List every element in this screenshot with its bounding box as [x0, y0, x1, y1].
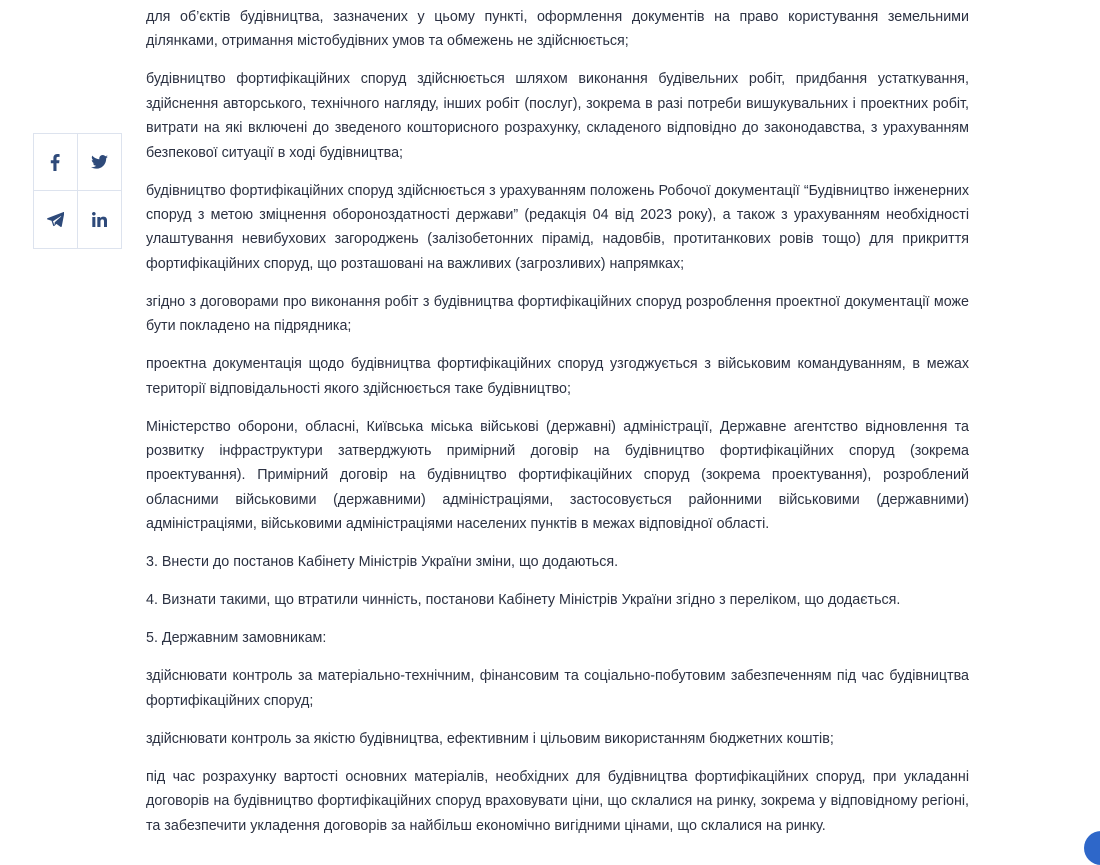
- facebook-icon: [50, 154, 60, 171]
- paragraph: для об’єктів будівництва, зазначених у цьому пункті, оформлення документів на право користування земельними ділянками, отримання містобудівних умов та обмежень не здійснюється;: [146, 9, 969, 50]
- share-panel: [33, 133, 122, 249]
- paragraph: 5. Державним замовникам:: [146, 630, 327, 647]
- paragraph: здійснювати контроль за матеріально-технічним, фінансовим та соціально-побутовим забезпеченням під час будівництва фортифікаційних споруд;: [146, 668, 969, 709]
- paragraph: Міністерство оборони, обласні, Київська міська військові (державні) адміністрації, Державне агентство відновлення та розвитку інфраструктури затверджують примірний договір на будівництво фортифікаційних споруд (зокрема проектування). Примірний договір на будівництво фортифікаційних споруд (зокрема проектування), розроблений обласними військовими (державними) адміністраціями, застосовується районними військовими (державними) адміністраціями, військовими адміністраціями населених пунктів в межах відповідної області.: [146, 418, 969, 533]
- paragraph: будівництво фортифікаційних споруд здійснюється шляхом виконання будівельних робіт, придбання устаткування, здійснення авторського, технічного нагляду, інших робіт (послуг), зокрема в разі потреби вишукувальних і проектних робіт, витрати на які включені до зведеного кошторисного розрахунку, складеного відповідно до законодавства, з урахуванням безпекової ситуації в ході будівництва;: [146, 71, 969, 161]
- paragraph: проектна документація щодо будівництва фортифікаційних споруд узгоджується з військовим командуванням, в межах території відповідальності якого здійснюється таке будівництво;: [146, 356, 969, 397]
- paragraph: згідно з договорами про виконання робіт з будівництва фортифікаційних споруд розроблення проектної документації може бути покладено на підрядника;: [146, 293, 969, 335]
- telegram-icon: [47, 212, 64, 227]
- article-body: [146, 5, 969, 852]
- twitter-icon: [91, 155, 108, 169]
- paragraph: будівництво фортифікаційних споруд здійснюється з урахуванням положень Робочої документації “Будівництво інженерних споруд з метою зміцнення обороноздатності держави” (редакція 04 від 2023 року), а також з урахуванням необхідності улаштування невибухових загороджень (залізобетонних пірамід, надовбів, протитанкових ровів тощо) для прикриття фортифікаційних споруд, що розташовані на важливих (загрозливих) напрямках;: [146, 182, 969, 272]
- paragraph: здійснювати контроль за якістю будівництва, ефективним і цільовим використанням бюджетних коштів;: [146, 730, 834, 747]
- share-telegram-button[interactable]: [34, 191, 78, 248]
- share-linkedin-button[interactable]: [78, 191, 122, 248]
- linkedin-icon: [92, 212, 107, 227]
- scroll-to-top-button[interactable]: [1084, 831, 1100, 865]
- paragraph: 4. Визнати такими, що втратили чинність, постанови Кабінету Міністрів України згідно з переліком, що додається.: [146, 592, 901, 609]
- paragraph: 3. Внести до постанов Кабінету Міністрів України зміни, що додаються.: [146, 554, 619, 571]
- share-facebook-button[interactable]: [34, 134, 78, 191]
- share-twitter-button[interactable]: [78, 134, 122, 191]
- paragraph: під час розрахунку вартості основних матеріалів, необхідних для будівництва фортифікаційних споруд, при укладанні договорів на будівництво фортифікаційних споруд враховувати ціни, що склалися на ринку, зокрема у відповідному регіоні, та забезпечити укладення договорів за найбільш економічно вигідними цінами, що склалися на ринку.: [146, 768, 969, 834]
